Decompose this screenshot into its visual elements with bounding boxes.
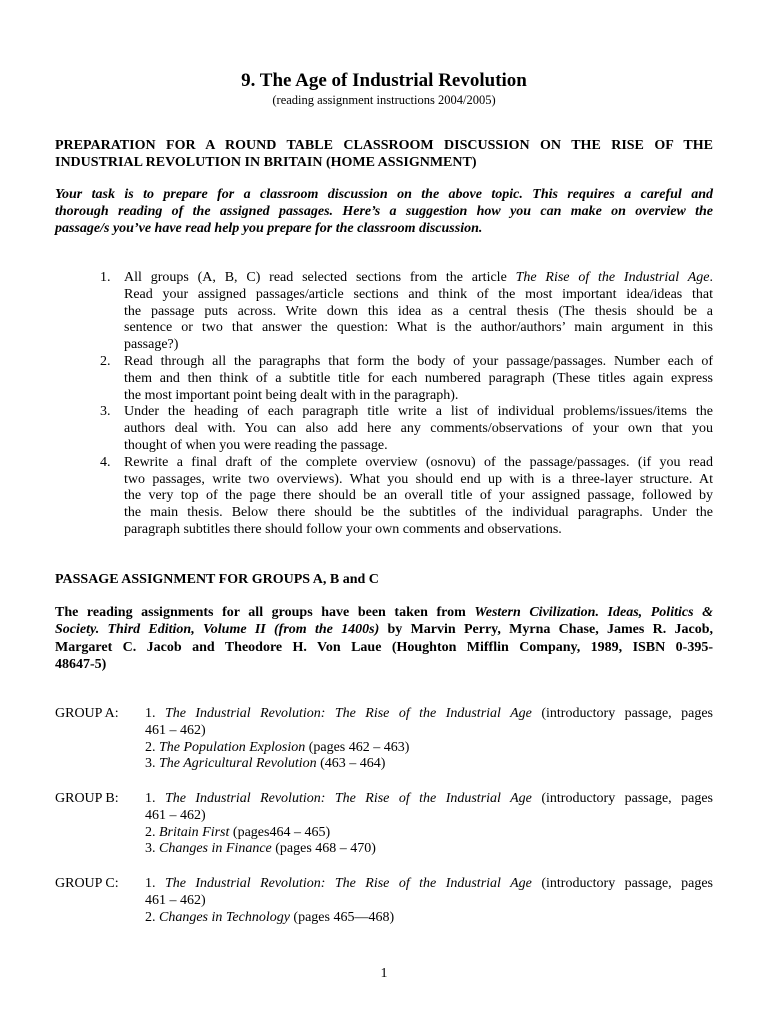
source-citation (55, 604, 713, 673)
step-item (100, 404, 713, 454)
reading-entry (145, 876, 713, 910)
reading-entry (145, 791, 713, 825)
heading-line: INDUSTRIAL REVOLUTION IN BRITAIN (HOME ASSIGNMENT) (55, 155, 477, 170)
step-line: thought of when you were reading the passage. (124, 437, 388, 453)
document-title: 9. The Age of Industrial Revolution (241, 70, 527, 91)
reading-line: 3. The Agricultural Revolution (463 – 464) (145, 756, 386, 772)
section-heading-preparation (55, 137, 713, 171)
section-heading-passage-assignment: PASSAGE ASSIGNMENT FOR GROUPS A, B and C (55, 572, 379, 587)
group-label: GROUP C: (55, 876, 119, 891)
step-line: authors deal with. You can also add here any comments/observations of your own that you (124, 421, 713, 437)
reading-line: 2. Britain First (pages464 – 465) (145, 824, 331, 840)
reading-line: 1. The Industrial Revolution: The Rise of the Industrial Age (introductory passage, pages (145, 706, 714, 721)
reading-line: 2. The Population Explosion (pages 462 – 463) (145, 739, 410, 755)
reading-entry (145, 706, 713, 740)
step-item (100, 270, 713, 354)
heading-line: PREPARATION FOR A ROUND TABLE CLASSROOM DISCUSSION ON THE RISE OF THE (55, 138, 713, 153)
step-line: the passage puts across. Write down this idea as a central thesis (The thesis should be a (124, 303, 713, 319)
reading-line: 3. Changes in Finance (pages 468 – 470) (145, 841, 376, 857)
group-readings (145, 706, 713, 773)
step-line: All groups (A, B, C) read selected sections from the article The Rise of the Industrial Age. (124, 270, 713, 285)
reading-line: 461 – 462) (145, 807, 206, 823)
step-line: sentence or two that answer the question: What is the author/authors’ main argument in this (124, 320, 713, 336)
intro-line: passage/s you’ve have read help you prepare for the classroom discussion. (55, 221, 483, 236)
step-number: 1. (100, 270, 111, 285)
step-line: the most important point being dealt with in the paragraph). (124, 387, 459, 403)
step-number: 3. (100, 404, 111, 420)
step-line: Rewrite a final draft of the complete overview (osnovu) of the passage/passages. (if you read (124, 454, 713, 470)
step-number: 2. (100, 353, 111, 369)
document-subtitle: (reading assignment instructions 2004/2005) (272, 93, 496, 107)
reading-line: 461 – 462) (145, 892, 206, 908)
group-readings (145, 791, 713, 858)
reading-entry (145, 841, 713, 858)
step-item (100, 354, 713, 404)
step-line: the very top of the page there should be an overall title of your assigned passage, followed by (124, 488, 713, 504)
step-line: passage?) (124, 337, 179, 353)
step-line: Read through all the paragraphs that form the body of your passage/passages. Number each of (124, 353, 713, 369)
steps-list (100, 270, 713, 539)
step-line: Under the heading of each paragraph title write a list of individual problems/issues/items the (124, 404, 713, 420)
step-line: the main thesis. Below there should be the subtitles of the individual paragraphs. Under the (124, 505, 713, 521)
task-instructions (55, 186, 713, 237)
step-line: two passages, write two overviews). What you should end up with is a three-layer structure. At (124, 471, 713, 487)
group-label: GROUP A: (55, 706, 119, 721)
group-readings (145, 876, 713, 926)
reading-entry (145, 825, 713, 842)
intro-line: Your task is to prepare for a classroom discussion on the above topic. This requires a careful and (55, 187, 713, 202)
reading-line: 2. Changes in Technology (pages 465—468) (145, 909, 395, 925)
reading-line: 461 – 462) (145, 722, 206, 738)
source-line: The reading assignments for all groups have been taken from Western Civilization. Ideas, Politics & (55, 605, 714, 620)
page-number: 1 (380, 966, 388, 981)
step-line: Read your assigned passages/article sections and think of the most important idea/ideas that (124, 286, 713, 302)
source-line: Margaret C. Jacob and Theodore H. Von Laue (Houghton Mifflin Company, 1989, ISBN 0-395- (55, 639, 713, 655)
reading-entry (145, 756, 713, 773)
step-number: 4. (100, 454, 111, 470)
intro-line: thorough reading of the assigned passages. Here’s a suggestion how you can make on overview the (55, 204, 713, 219)
source-line: 48647-5) (55, 656, 107, 672)
reading-line: 1. The Industrial Revolution: The Rise of the Industrial Age (introductory passage, pages (145, 791, 714, 806)
step-item (100, 455, 713, 539)
reading-entry (145, 910, 713, 927)
reading-entry (145, 740, 713, 757)
group-label: GROUP B: (55, 791, 119, 806)
reading-line: 1. The Industrial Revolution: The Rise of the Industrial Age (introductory passage, pages (145, 876, 714, 891)
step-line: them and then think of a subtitle title for each numbered paragraph (These titles again express (124, 370, 713, 386)
step-line: paragraph subtitles there should follow your own comments and observations. (124, 521, 562, 537)
source-line: Society. Third Edition, Volume II (from the 1400s) by Marvin Perry, Myrna Chase, James R. Jacob, (55, 622, 713, 638)
